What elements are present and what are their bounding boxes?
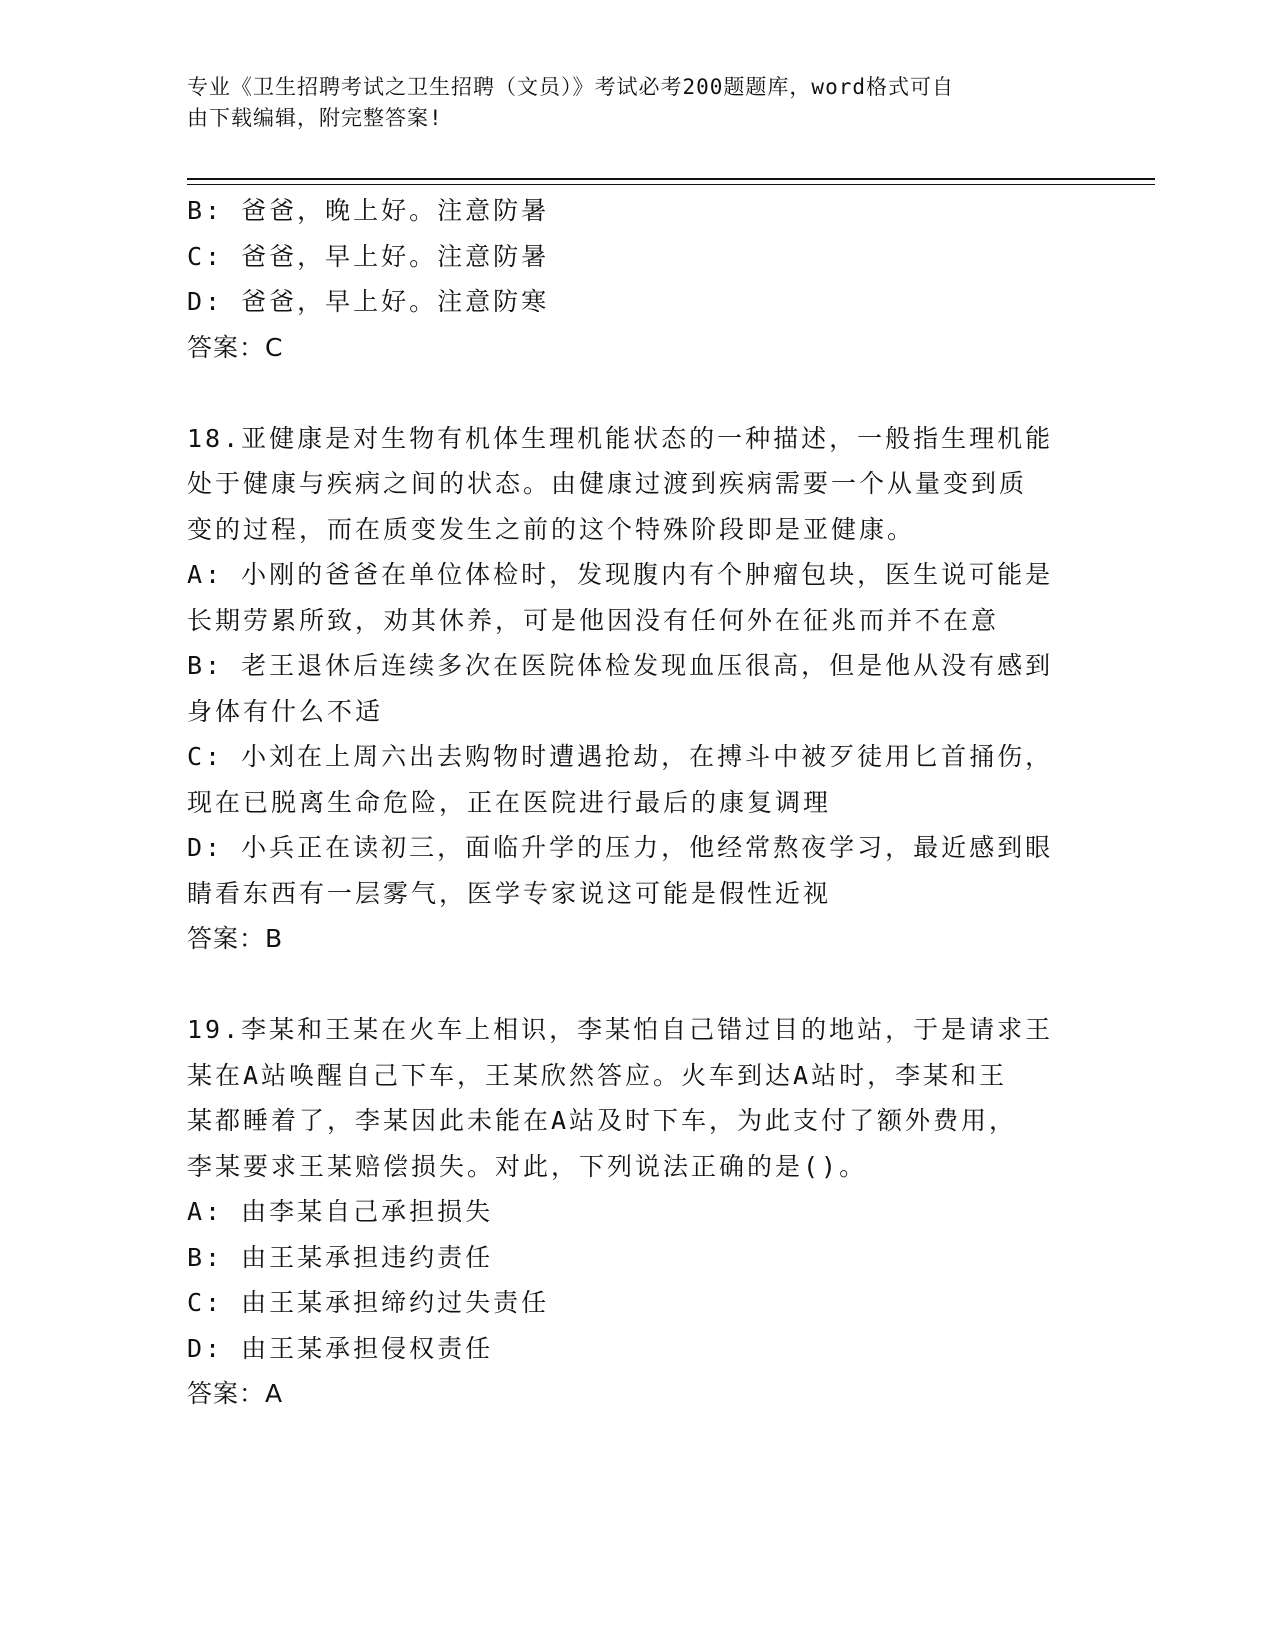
q19-stem-line-1: 19.李某和王某在火车上相识，李某怕自己错过目的地站，于是请求王	[187, 1015, 1054, 1044]
q18-stem-line-1: 18.亚健康是对生物有机体生理机能状态的一种描述，一般指生理机能	[187, 423, 1054, 453]
page-header	[187, 72, 1067, 134]
q17-option-c: C: 爸爸，早上好。注意防暑	[187, 241, 550, 271]
header-divider-thick	[187, 178, 1155, 180]
spacer	[187, 962, 1087, 1008]
q18-stem-line-2: 处于健康与疾病之间的状态。由健康过渡到疾病需要一个从量变到质	[187, 469, 1028, 498]
q18-option-b-line-1: B: 老王退休后连续多次在医院体检发现血压很高，但是他从没有感到	[187, 651, 1054, 680]
header-title-line-2: 由下载编辑，附完整答案!	[187, 106, 443, 130]
q19-stem-line-4: 李某要求王某赔偿损失。对此，下列说法正确的是()。	[187, 1151, 868, 1181]
q18-option-b-line-2: 身体有什么不适	[187, 696, 384, 726]
q19-stem-line-3: 某都睡着了，李某因此未能在A站及时下车，为此支付了额外费用，	[187, 1106, 1018, 1135]
q19-answer: 答案：A	[187, 1379, 284, 1408]
q18-option-a-line-2: 长期劳累所致，劝其休养，可是他因没有任何外在征兆而并不在意	[187, 605, 1000, 635]
q18-answer: 答案：B	[187, 924, 284, 953]
q17-answer: 答案：C	[187, 332, 284, 362]
header-divider-thin	[187, 184, 1155, 185]
q17-option-b: B: 爸爸，晚上好。注意防暑	[187, 196, 550, 225]
q18-option-c-line-2: 现在已脱离生命危险，正在医院进行最后的康复调理	[187, 787, 832, 817]
q18-option-a-line-1: A: 小刚的爸爸在单位体检时，发现腹内有个肿瘤包块，医生说可能是	[187, 560, 1054, 589]
q18-option-d-line-2: 睛看东西有一层雾气，医学专家说这可能是假性近视	[187, 878, 832, 908]
header-title-line-1: 专业《卫生招聘考试之卫生招聘（文员）》考试必考200题题库，word格式可自	[187, 75, 954, 99]
question-19	[187, 1007, 1087, 1417]
q18-stem-line-3: 变的过程，而在质变发生之前的这个特殊阶段即是亚健康。	[187, 514, 916, 544]
q19-option-b: B: 由王某承担违约责任	[187, 1242, 494, 1272]
q17-option-d: D: 爸爸，早上好。注意防寒	[187, 287, 550, 316]
question-17	[187, 188, 1087, 370]
spacer	[187, 370, 1087, 416]
q18-option-c-line-1: C: 小刘在上周六出去购物时遭遇抢劫，在搏斗中被歹徒用匕首捅伤，	[187, 742, 1054, 771]
q19-stem-line-2: 某在A站唤醒自己下车，王某欣然答应。火车到达A站时，李某和王	[187, 1060, 1008, 1090]
document-body	[187, 188, 1087, 1417]
question-18	[187, 416, 1087, 962]
q19-option-d: D: 由王某承担侵权责任	[187, 1333, 494, 1363]
q18-option-d-line-1: D: 小兵正在读初三，面临升学的压力，他经常熬夜学习，最近感到眼	[187, 833, 1054, 862]
q19-option-c: C: 由王某承担缔约过失责任	[187, 1288, 550, 1317]
q19-option-a: A: 由李某自己承担损失	[187, 1197, 494, 1226]
